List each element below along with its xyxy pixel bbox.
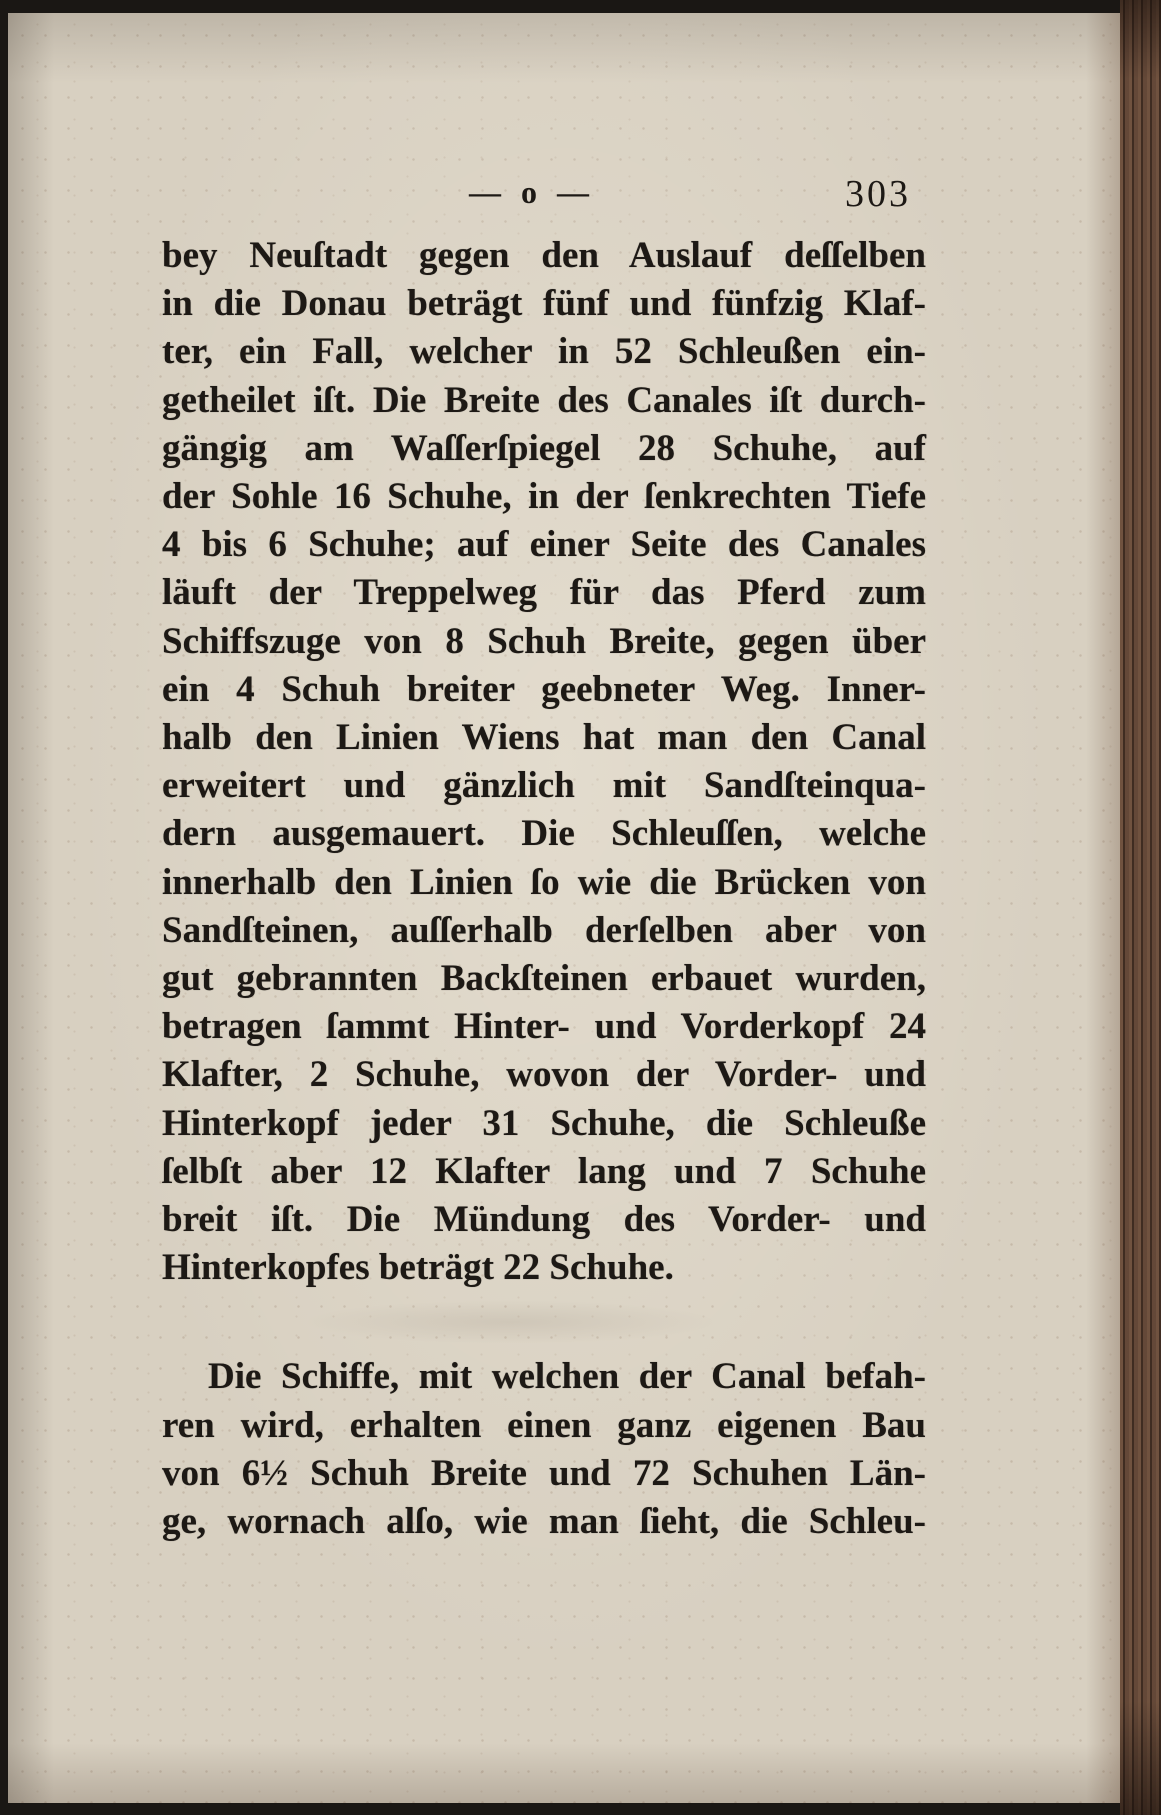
text-line: ren wird, erhalten einen ganz eigenen Bau bbox=[162, 1404, 926, 1446]
header-ornament: — o — bbox=[469, 174, 595, 210]
text-line: erweitert und gänzlich mit Sandſteinqua- bbox=[162, 765, 926, 807]
page-number: 303 bbox=[845, 173, 911, 215]
text-line: Hinterkopf jeder 31 Schuhe, die Schleuße bbox=[162, 1102, 926, 1144]
text-line: ge, wornach alſo, wie man ſieht, die Schleu- bbox=[162, 1501, 926, 1543]
text-line: gängig am Waſſerſpiegel 28 Schuhe, auf bbox=[162, 427, 926, 469]
text-line: Schiffszuge von 8 Schuh Breite, gegen über bbox=[162, 620, 926, 662]
binding-edge bbox=[1120, 0, 1161, 1815]
text-line: Hinterkopfes beträgt 22 Schuhe. bbox=[162, 1247, 674, 1289]
text-line: betragen ſammt Hinter- und Vorderkopf 24 bbox=[162, 1006, 926, 1048]
text-line: Die Schiffe, mit welchen der Canal befah- bbox=[208, 1356, 926, 1398]
text-line: gut gebrannten Backſteinen erbauet wurden, bbox=[162, 958, 926, 1000]
text-line: Sandſteinen, auſſerhalb derſelben aber von bbox=[162, 909, 926, 951]
text-line: breit iſt. Die Mündung des Vorder- und bbox=[162, 1199, 926, 1241]
text-line: von 6½ Schuh Breite und 72 Schuhen Län- bbox=[162, 1452, 926, 1494]
paragraph bbox=[162, 232, 926, 1292]
body-text bbox=[162, 232, 926, 1546]
text-line: läuft der Treppelweg für das Pferd zum bbox=[162, 572, 926, 614]
text-line: getheilet iſt. Die Breite des Canales iſt durch- bbox=[162, 379, 926, 421]
text-line: dern ausgemauert. Die Schleuſſen, welche bbox=[162, 813, 926, 855]
text-line: ein 4 Schuh breiter geebneter Weg. Inner- bbox=[162, 668, 926, 710]
paragraph bbox=[162, 1353, 926, 1546]
text-line: Klafter, 2 Schuhe, wovon der Vorder- und bbox=[162, 1054, 926, 1096]
text-line: innerhalb den Linien ſo wie die Brücken von bbox=[162, 861, 926, 903]
text-line: 4 bis 6 Schuhe; auf einer Seite des Canales bbox=[162, 524, 926, 566]
text-line: in die Donau beträgt fünf und fünfzig Klaf- bbox=[162, 283, 926, 325]
text-line: der Sohle 16 Schuhe, in der ſenkrechten Tiefe bbox=[162, 476, 926, 518]
text-line: ter, ein Fall, welcher in 52 Schleußen ein- bbox=[162, 331, 926, 373]
text-line: bey Neuſtadt gegen den Auslauf deſſelben bbox=[162, 235, 926, 276]
text-line: halb den Linien Wiens hat man den Canal bbox=[162, 717, 926, 759]
text-line: ſelbſt aber 12 Klafter lang und 7 Schuhe bbox=[162, 1150, 926, 1192]
